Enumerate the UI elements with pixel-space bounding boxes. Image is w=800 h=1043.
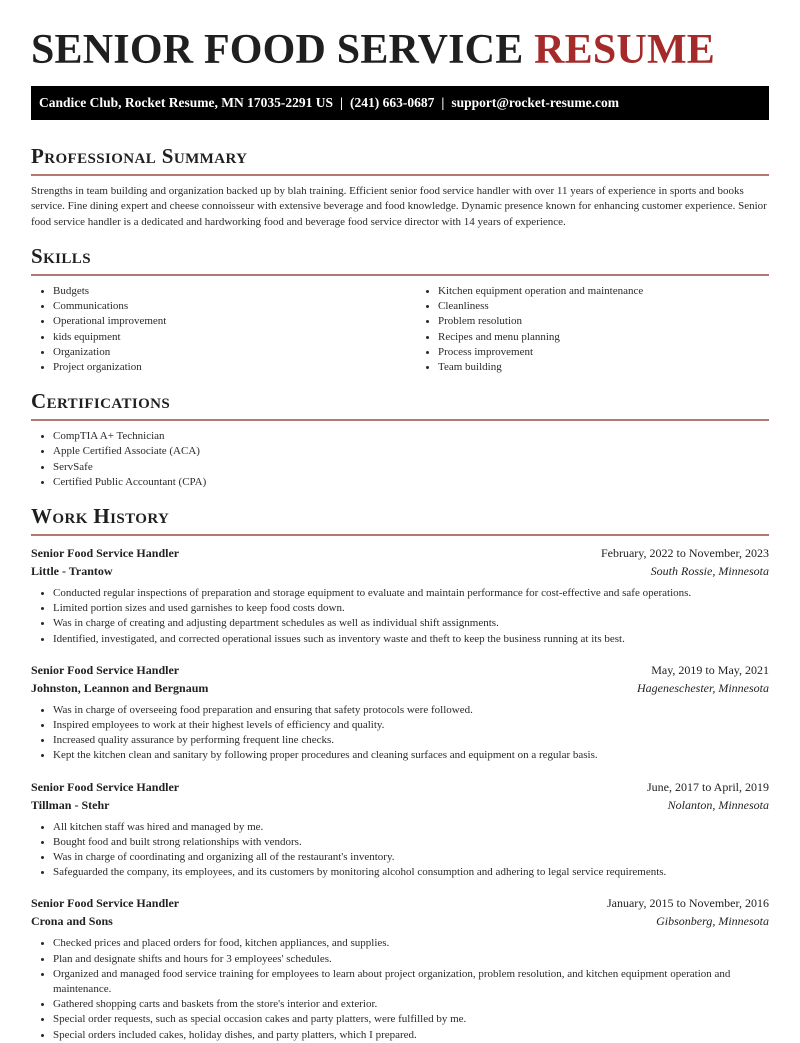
resume-title — [31, 0, 769, 73]
job-bullet: • All kitchen staff was hired and managed by me. — [53, 820, 769, 835]
job-location: Gibsonberg, Minnesota — [656, 914, 769, 929]
job-location: Nolanton, Minnesota — [667, 797, 769, 812]
summary-text: Strengths in team building and organization backed up by blah training. Efficient senior food service handler with over 11 years of experience in sports and books service. Fine dining expert and cheese connoisseur with extensive beverage and food knowledge. Dynamic presence known for enhancing customer experience. Senior food service handler is a dedicated and hardworking food and beverage food service director with 14 years of experience. — [31, 185, 767, 228]
skills-columns — [31, 284, 769, 375]
job-bullets — [31, 703, 769, 764]
job-header — [31, 894, 769, 912]
skills-section — [31, 243, 769, 375]
job-bullet: • Was in charge of overseeing food preparation and ensuring that safety protocols were followed. — [53, 703, 769, 718]
contact-separator: | — [441, 95, 445, 110]
job-subheader — [31, 912, 769, 930]
job-bullets — [31, 586, 769, 647]
job-entry — [31, 661, 769, 764]
job-bullet: • Safeguarded the company, its employees, and its customers by monitoring alcohol consumption and adhering to legal service requirements. — [53, 865, 769, 880]
job-title: Senior Food Service Handler — [31, 545, 180, 560]
skill-item: • Project organization — [53, 360, 416, 375]
skill-item: • kids equipment — [53, 330, 416, 345]
job-bullet: • Kept the kitchen clean and sanitary by following proper procedures and cleaning surfaces and equipment on a regular basis. — [53, 748, 769, 763]
job-subheader — [31, 679, 769, 697]
job-location: Hageneschester, Minnesota — [637, 680, 769, 695]
contact-email[interactable]: support@rocket-resume.com — [451, 95, 619, 110]
contact-bar — [31, 86, 769, 120]
contact-phone[interactable]: (241) 663-0687 — [349, 95, 435, 110]
job-location: South Rossie, Minnesota — [650, 563, 769, 578]
skill-item: • Team building — [438, 360, 800, 375]
job-entry — [31, 544, 769, 647]
skill-item: • Communications — [53, 299, 416, 314]
summary-section — [31, 143, 769, 230]
certifications-list — [31, 429, 769, 490]
job-bullet: • Inspired employees to work at their highest levels of efficiency and quality. — [53, 718, 769, 733]
skill-item: • Organization — [53, 345, 416, 360]
job-bullet: • Gathered shopping carts and baskets from the store's interior and exterior. — [53, 997, 769, 1012]
job-bullet: • Bought food and built strong relationships with vendors. — [53, 835, 769, 850]
skill-item: • Kitchen equipment operation and maintenance — [438, 284, 800, 299]
skill-item: • Problem resolution — [438, 314, 800, 329]
job-bullet: • Organized and managed food service training for employees to learn about project organization, problem resolution, and kitchen equipment operation and maintenance. — [53, 967, 769, 997]
job-header — [31, 544, 769, 562]
contact-address: Candice Club, Rocket Resume, MN 17035-2291 US — [39, 95, 333, 110]
skill-item: • Operational improvement — [53, 314, 416, 329]
title-main: SENIOR FOOD SERVICE — [31, 27, 524, 73]
job-company: Little - Trantow — [31, 563, 113, 578]
section-divider — [31, 419, 769, 421]
job-entry — [31, 894, 769, 1042]
certification-item: • Apple Certified Associate (ACA) — [53, 444, 769, 459]
job-header — [31, 778, 769, 796]
summary-heading: Professional Summary — [31, 144, 248, 168]
job-bullet: • Was in charge of creating and adjusting department schedules as well as individual shift assignments. — [53, 616, 769, 631]
job-header — [31, 661, 769, 679]
job-company: Tillman - Stehr — [31, 797, 110, 812]
job-bullet: • Plan and designate shifts and hours for 3 employees' schedules. — [53, 952, 769, 967]
skill-item: • Recipes and menu planning — [438, 330, 800, 345]
job-bullet: • Checked prices and placed orders for food, kitchen appliances, and supplies. — [53, 936, 769, 951]
section-divider — [31, 534, 769, 536]
job-bullet: • Was in charge of coordinating and organizing all of the restaurant's inventory. — [53, 850, 769, 865]
skills-list-right — [416, 284, 800, 375]
job-title: Senior Food Service Handler — [31, 896, 180, 911]
certification-item: • Certified Public Accountant (CPA) — [53, 475, 769, 490]
job-bullets — [31, 820, 769, 881]
job-company: Johnston, Leannon and Bergnaum — [31, 680, 209, 695]
job-title: Senior Food Service Handler — [31, 662, 180, 677]
contact-separator: | — [340, 95, 343, 110]
job-dates: February, 2022 to November, 2023 — [600, 545, 769, 560]
work-history-section — [31, 503, 769, 1043]
job-dates: January, 2015 to November, 2016 — [606, 896, 769, 911]
skills-heading: Skills — [31, 243, 91, 268]
section-divider — [31, 274, 769, 276]
skill-item: • Cleanliness — [438, 299, 800, 314]
job-subheader — [31, 562, 769, 580]
job-dates: May, 2019 to May, 2021 — [651, 662, 769, 677]
skill-item: • Process improvement — [438, 345, 800, 360]
resume-page — [31, 0, 769, 1043]
section-divider — [31, 174, 769, 176]
title-accent: RESUME — [534, 27, 716, 73]
certifications-section — [31, 388, 769, 490]
certification-item: • ServSafe — [53, 460, 769, 475]
job-bullet: • Limited portion sizes and used garnishes to keep food costs down. — [53, 601, 769, 616]
job-bullet: • Special order requests, such as special occasion cakes and party platters, were fulfilled by me. — [53, 1012, 769, 1027]
work-history-heading: Work History — [31, 503, 170, 528]
job-bullet: • Increased quality assurance by performing frequent line checks. — [53, 733, 769, 748]
job-bullet: • Special orders included cakes, holiday dishes, and party platters, which I prepared. — [53, 1028, 769, 1043]
certification-item: • CompTIA A+ Technician — [53, 429, 769, 444]
job-bullets — [31, 936, 769, 1042]
job-entry — [31, 778, 769, 881]
certifications-heading: Certifications — [31, 389, 171, 414]
job-subheader — [31, 796, 769, 814]
job-title: Senior Food Service Handler — [31, 779, 180, 794]
job-dates: June, 2017 to April, 2019 — [647, 779, 769, 794]
job-company: Crona and Sons — [31, 914, 113, 929]
skills-list-left — [31, 284, 416, 375]
job-bullet: • Identified, investigated, and corrected operational issues such as inventory waste and theft to keep the business running at its best. — [53, 632, 769, 647]
skill-item: • Budgets — [53, 284, 416, 299]
job-bullet: • Conducted regular inspections of preparation and storage equipment to evaluate and maintain performance for cost-effective and safe operations. — [53, 586, 769, 601]
